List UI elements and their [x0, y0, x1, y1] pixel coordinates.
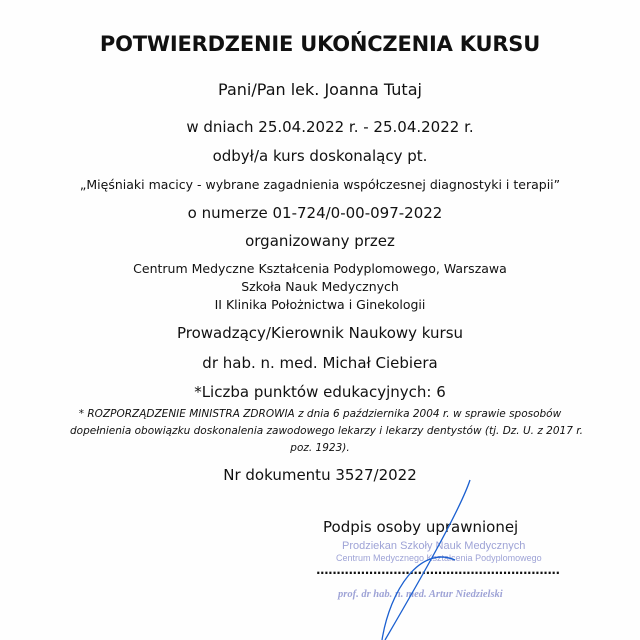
lead-name: dr hab. n. med. Michał Ciebiera [202, 354, 438, 372]
document-number: Nr dokumentu 3527/2022 [223, 466, 417, 484]
signature-dotted-line: ............................................................ [316, 563, 560, 577]
organizer: Centrum Medyczne Kształcenia Podyplomowego, Warszawa [133, 261, 507, 276]
footnote-line: dopełnienia obowiązku doskonalenia zawodowego lekarzy i lekarzy dentystów (tj. Dz. U. z 2017 r. [70, 425, 583, 437]
recipient: Pani/Pan lek. Joanna Tutaj [218, 80, 422, 99]
course-number: o numerze 01-724/0-00-097-2022 [187, 204, 443, 222]
footnote-line: poz. 1923). [290, 442, 350, 454]
completed-text: odbył/a kurs doskonalący pt. [212, 147, 428, 165]
education-points: *Liczba punktów edukacyjnych: 6 [194, 383, 446, 401]
organizer: Szkoła Nauk Medycznych [241, 279, 399, 294]
document-title: POTWIERDZENIE UKOŃCZENIA KURSU [99, 32, 541, 56]
organizer: II Klinika Położnictwa i Ginekologii [214, 297, 426, 312]
lead-label: Prowadzący/Kierownik Naukowy kursu [176, 324, 464, 342]
stamp-line: Centrum Medycznego Kształcenia Podyplomowego [336, 553, 542, 563]
stamp-name: prof. dr hab. n. med. Artur Niedzielski [338, 589, 503, 600]
footnote-line: * ROZPORZĄDZENIE MINISTRA ZDROWIA z dnia 6 października 2004 r. w sprawie sposobów [78, 408, 562, 420]
course-title: „Mięśniaki macicy - wybrane zagadnienia współczesnej diagnostyki i terapii” [79, 177, 561, 192]
signature-label: Podpis osoby uprawnionej [323, 518, 519, 536]
course-dates: w dniach 25.04.2022 r. - 25.04.2022 r. [186, 118, 474, 136]
stamp-line: Prodziekan Szkoły Nauk Medycznych [342, 540, 526, 552]
organized-by-label: organizowany przez [245, 232, 395, 250]
